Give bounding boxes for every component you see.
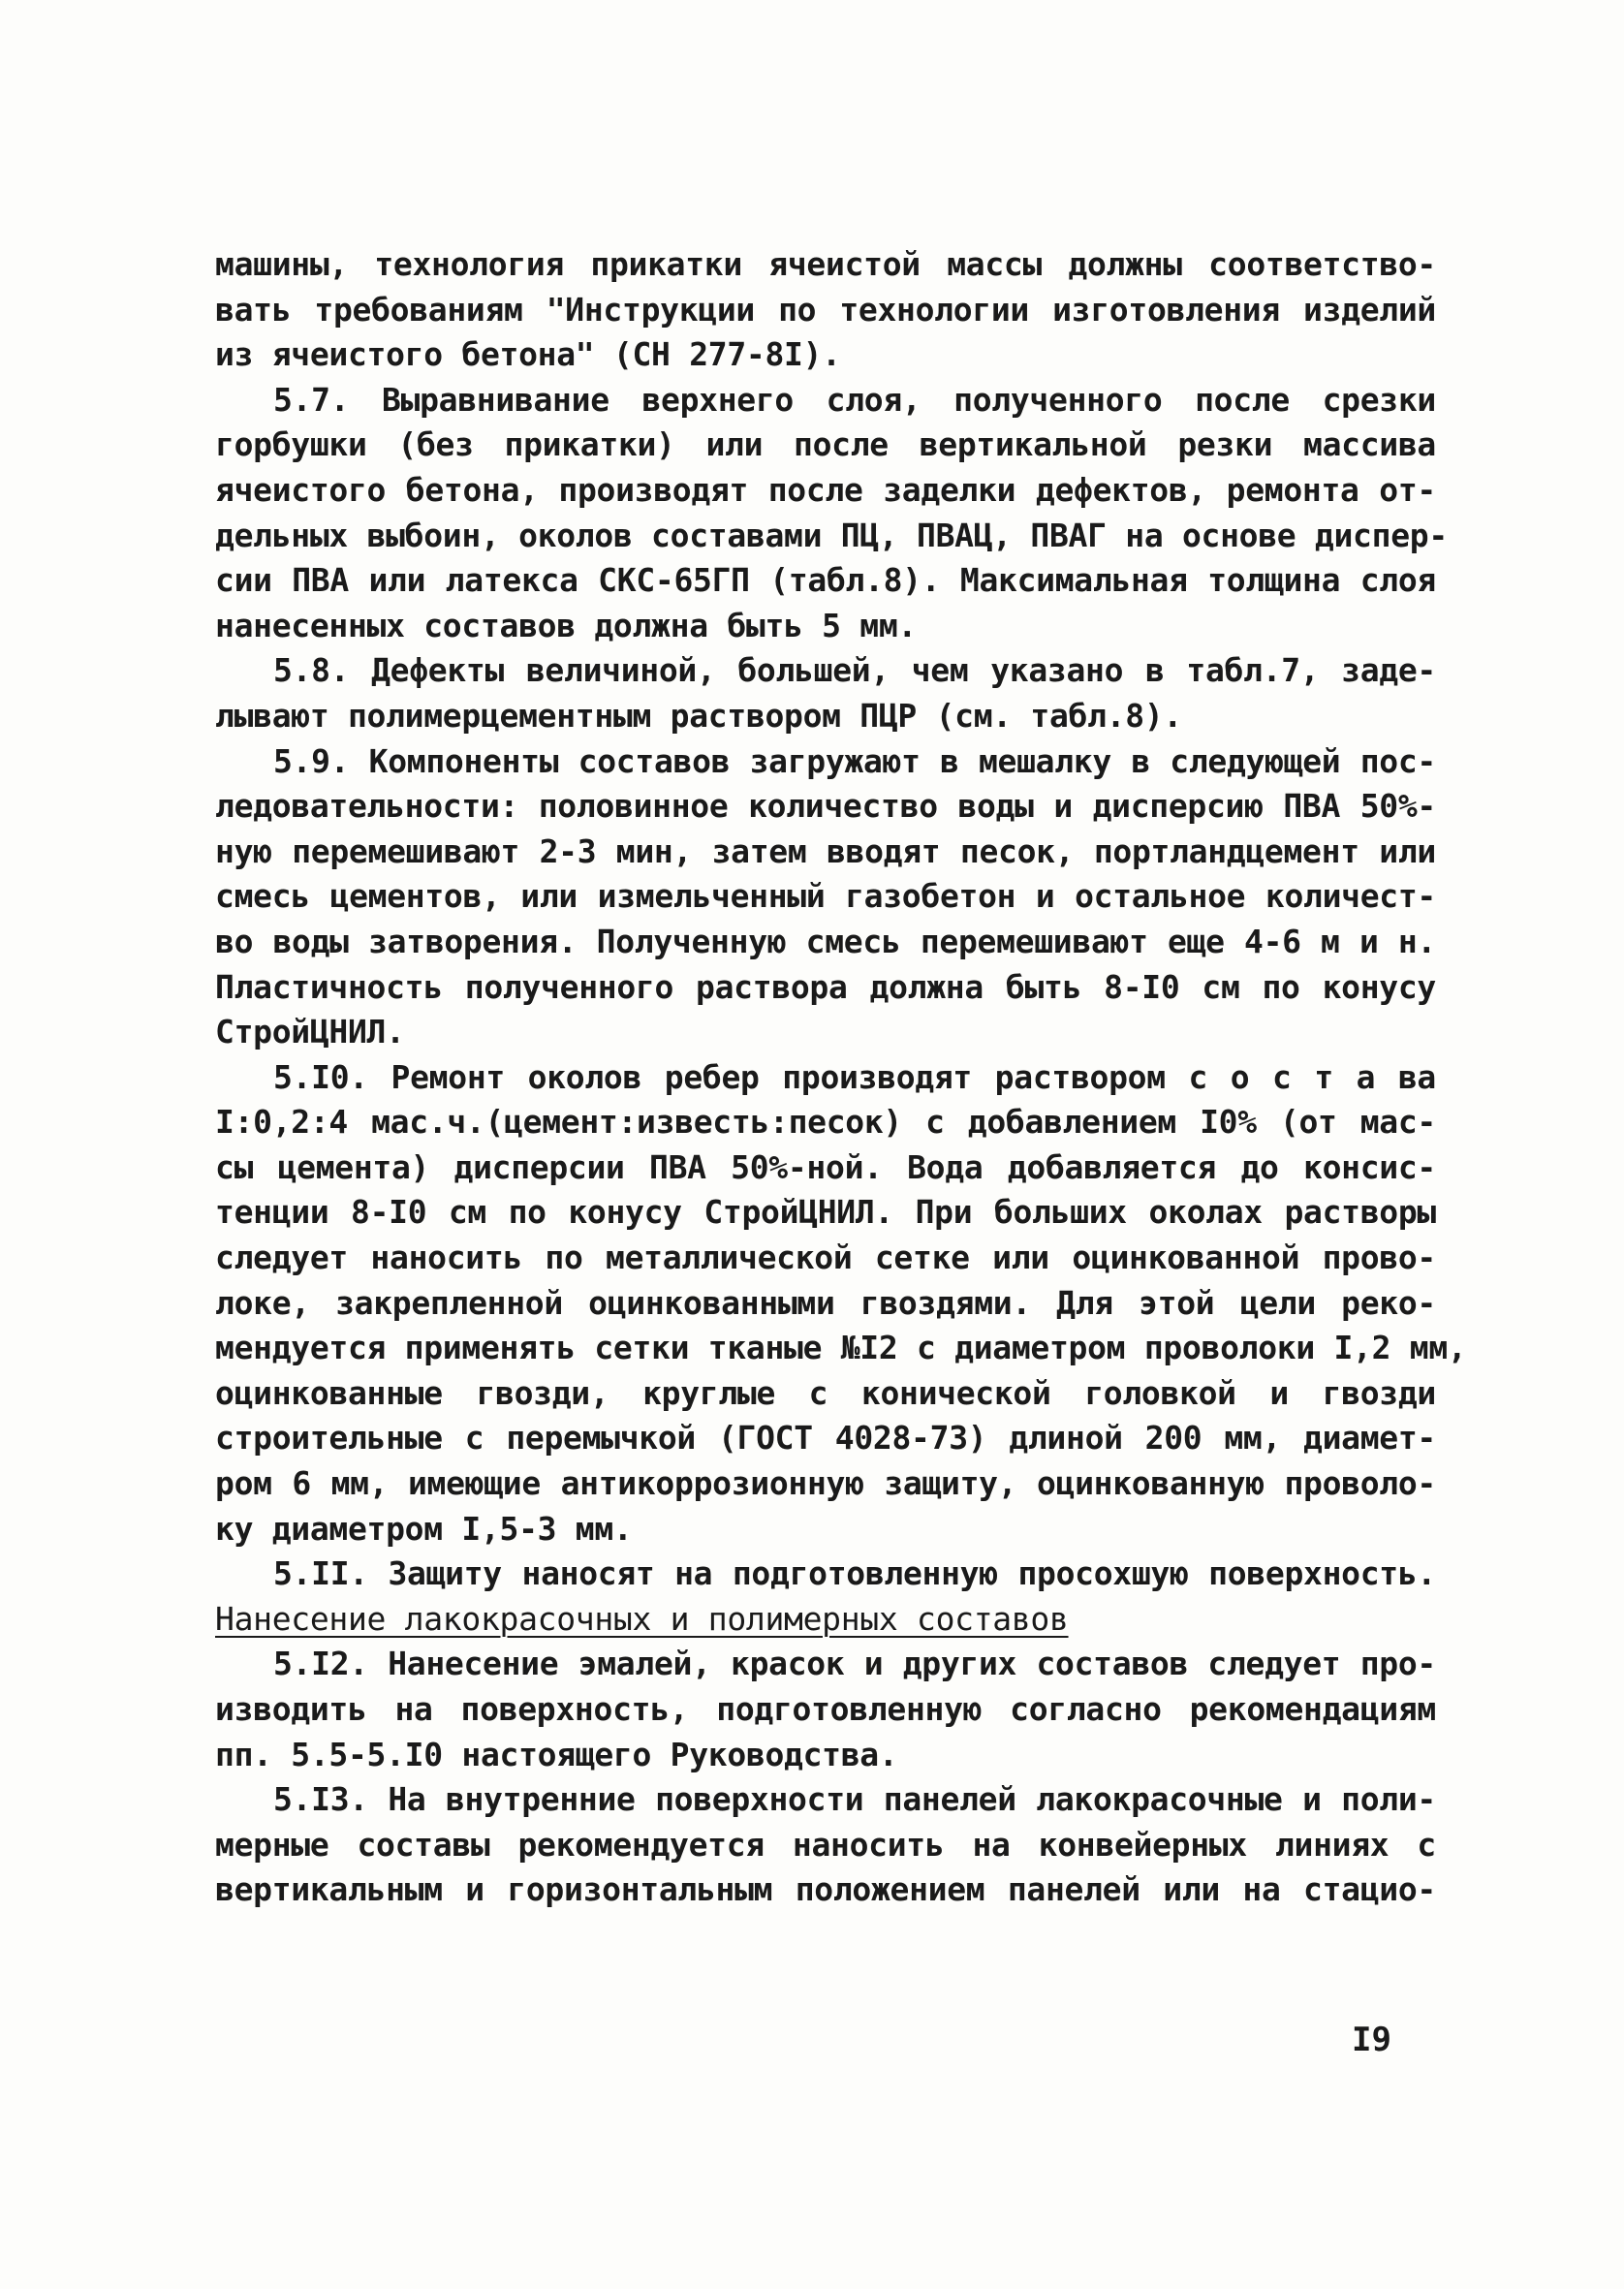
text-line: 5.7. Выравнивание верхнего слоя, полученного после срезки	[273, 380, 1436, 419]
text-line: смесь цементов, или измельченный газобетон и остальное количест-	[215, 877, 1436, 916]
text-line: ку диаметром I,5-3 мм.	[215, 1509, 633, 1548]
section-heading	[215, 1597, 1436, 1643]
text-line: 5.I0. Ремонт околов ребер производят раствором с о с т а ва	[273, 1057, 1436, 1096]
text-line: сы цемента) дисперсии ПВА 50%-ной. Вода добавляется до консис-	[215, 1147, 1436, 1186]
text-line: 5.II. Защиту наносят на подготовленную просохшую поверхность.	[273, 1554, 1436, 1593]
text-line: во воды затворения. Полученную смесь перемешивают еще 4-6 м и н.	[215, 922, 1436, 960]
text-line: из ячеистого бетона" (СН 277-8I).	[215, 335, 841, 374]
text-line: ледовательности: половинное количество воды и дисперсию ПВА 50%-	[215, 787, 1436, 826]
text-line: мерные составы рекомендуется наносить на конвейерных линиях с	[215, 1825, 1436, 1864]
text-line: 5.9. Компоненты составов загружают в мешалку в следующей пос-	[273, 741, 1436, 780]
text-line: ром 6 мм, имеющие антикоррозионную защиту, оцинкованную проволо-	[215, 1464, 1436, 1503]
text-line: строительные с перемычкой (ГОСТ 4028-73) длиной 200 мм, диамет-	[215, 1419, 1436, 1458]
text-line: горбушки (без прикатки) или после вертикальной резки массива	[215, 425, 1436, 464]
text-line: пп. 5.5-5.I0 настоящего Руководства.	[215, 1735, 898, 1773]
text-line: локе, закрепленной оцинкованными гвоздями. Для этой цели реко-	[215, 1283, 1436, 1322]
text-line: ную перемешивают 2-3 мин, затем вводят песок, портландцемент или	[215, 831, 1436, 870]
text-line: изводить на поверхность, подготовленную согласно рекомендациям	[215, 1690, 1436, 1728]
text-line: ячеистого бетона, производят после заделки дефектов, ремонта от-	[215, 470, 1436, 509]
text-line: оцинкованные гвозди, круглые с конической головкой и гвозди	[215, 1373, 1436, 1412]
text-line: сии ПВА или латекса СКС-65ГП (табл.8). Максимальная толщина слоя	[215, 561, 1436, 600]
text-line: вать требованиям "Инструкции по технологии изготовления изделий	[215, 290, 1436, 329]
section-heading-text: Нанесение лакокрасочных и полимерных составов	[215, 1599, 1069, 1638]
text-line: тенции 8-I0 см по конусу СтройЦНИЛ. При больших околах растворы	[215, 1193, 1436, 1232]
text-line: вертикальным и горизонтальным положением панелей или на стацио-	[215, 1870, 1436, 1909]
text-line: следует наносить по металлической сетке или оцинкованной прово-	[215, 1239, 1436, 1277]
text-line: нанесенных составов должна быть 5 мм.	[215, 606, 918, 644]
document-body	[215, 242, 1467, 1913]
text-line: дельных выбоин, околов составами ПЦ, ПВАЦ, ПВАГ на основе диспер-	[215, 516, 1448, 554]
text-line: мендуется применять сетки тканые №I2 с диаметром проволоки I,2 мм,	[215, 1329, 1467, 1367]
text-line: Пластичность полученного раствора должна быть 8-I0 см по конусу	[215, 967, 1436, 1006]
text-line: 5.I3. На внутренние поверхности панелей лакокрасочные и поли-	[273, 1780, 1436, 1819]
text-line: машины, технология прикатки ячеистой массы должны соответство-	[215, 245, 1436, 283]
text-line: I:0,2:4 мас.ч.(цемент:известь:песок) с добавлением I0% (от мас-	[215, 1103, 1436, 1142]
text-line: 5.8. Дефекты величиной, большей, чем указано в табл.7, заде-	[273, 651, 1436, 690]
text-line: СтройЦНИЛ.	[215, 1013, 405, 1051]
page-number: I9	[1352, 2021, 1391, 2059]
text-line: 5.I2. Нанесение эмалей, красок и других составов следует про-	[273, 1645, 1436, 1683]
text-line: лывают полимерцементным раствором ПЦР (см. табл.8).	[215, 696, 1182, 735]
